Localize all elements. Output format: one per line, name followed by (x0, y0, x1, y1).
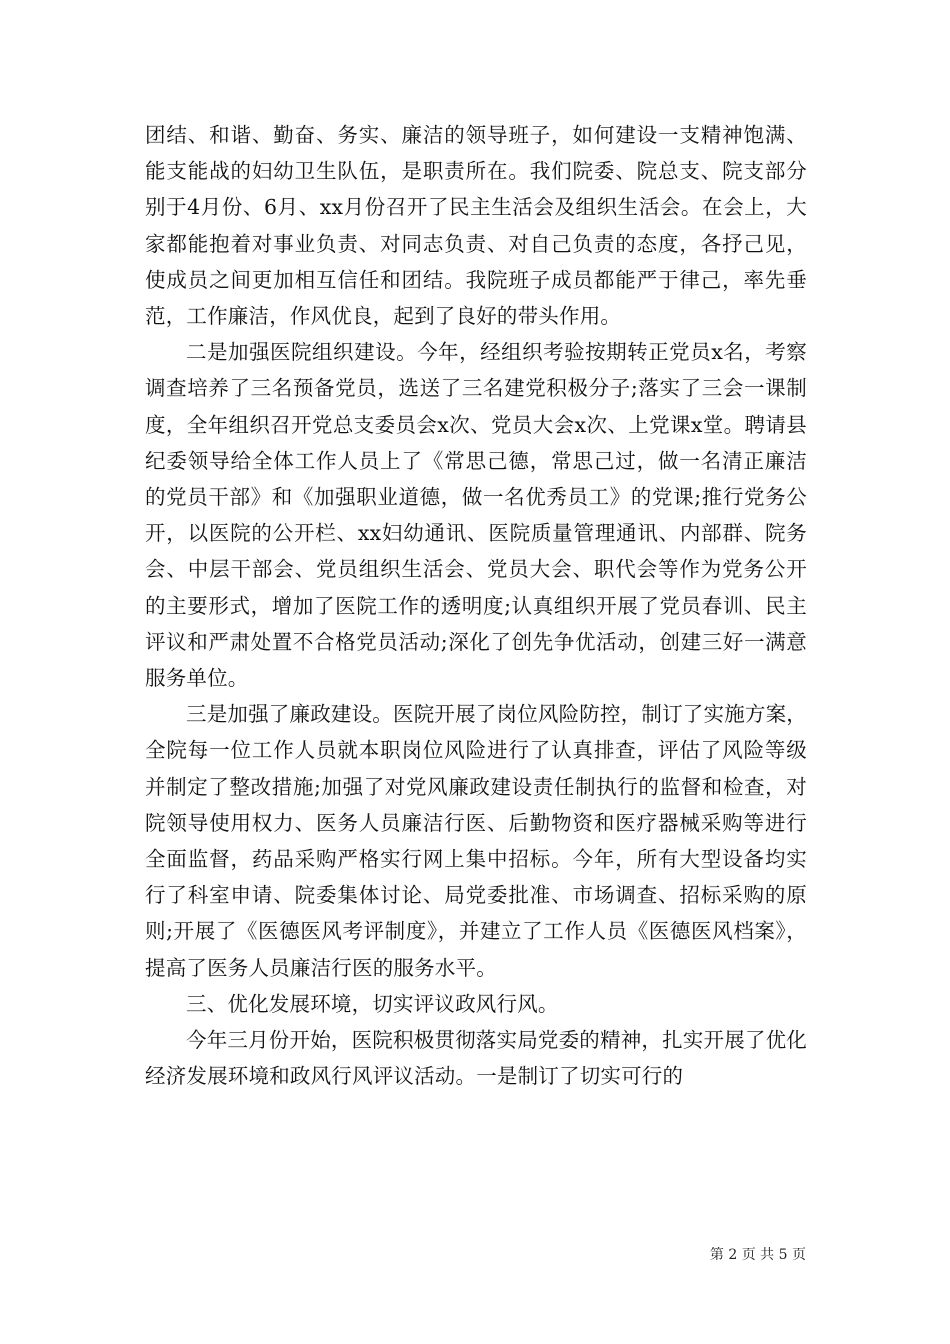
paragraph-3: 三是加强了廉政建设。医院开展了岗位风险防控，制订了实施方案，全院每一位工作人员就本职岗位风险进行了认真排查，评估了风险等级并制定了整改措施;加强了对党风廉政建设责任制执行的监督和检查，对院领导使用权力、医务人员廉洁行医、后勤物资和医疗器械采购等进行全面监督，药品采购严格实行网上集中招标。今年，所有大型设备均实行了科室申请、院委集体讨论、局党委批准、市场调查、招标采购的原则;开展了《医德医风考评制度》，并建立了工作人员《医德医风档案》，提高了医务人员廉洁行医的服务水平。 (145, 702, 807, 980)
paragraph-4: 今年三月份开始，医院积极贯彻落实局党委的精神，扎实开展了优化经济发展环境和政风行风评议活动。一是制订了切实可行的 (145, 1028, 807, 1089)
page-number-footer: 第 2 页 共 5 页 (709, 1247, 806, 1263)
section-heading: 三、优化发展环境，切实评议政风行风。 (186, 991, 559, 1016)
document-body (145, 117, 807, 1094)
paragraph-1: 团结、和谐、勤奋、务实、廉洁的领导班子，如何建设一支精神饱满、能支能战的妇幼卫生队伍，是职责所在。我们院委、院总支、院支部分别于4月份、6月、xx月份召开了民主生活会及组织生活会。在会上，大家都能抱着对事业负责、对同志负责、对自己负责的态度，各抒己见，使成员之间更加相互信任和团结。我院班子成员都能严于律己，率先垂范，工作廉洁，作风优良，起到了良好的带头作用。 (145, 123, 807, 329)
paragraph-2: 二是加强医院组织建设。今年，经组织考验按期转正党员x名，考察调查培养了三名预备党员，选送了三名建党积极分子;落实了三会一课制度，全年组织召开党总支委员会x次、党员大会x次、上党课x堂。聘请县纪委领导给全体工作人员上了《常思己德，常思己过，做一名清正廉洁的党员干部》和《加强职业道德，做一名优秀员工》的党课;推行党务公开，以医院的公开栏、xx妇幼通讯、医院质量管理通讯、内部群、院务会、中层干部会、党员组织生活会、党员大会、职代会等作为党务公开的主要形式，增加了医院工作的透明度;认真组织开展了党员春训、民主评议和严肃处置不合格党员活动;深化了创先争优活动，创建三好一满意服务单位。 (145, 340, 807, 691)
